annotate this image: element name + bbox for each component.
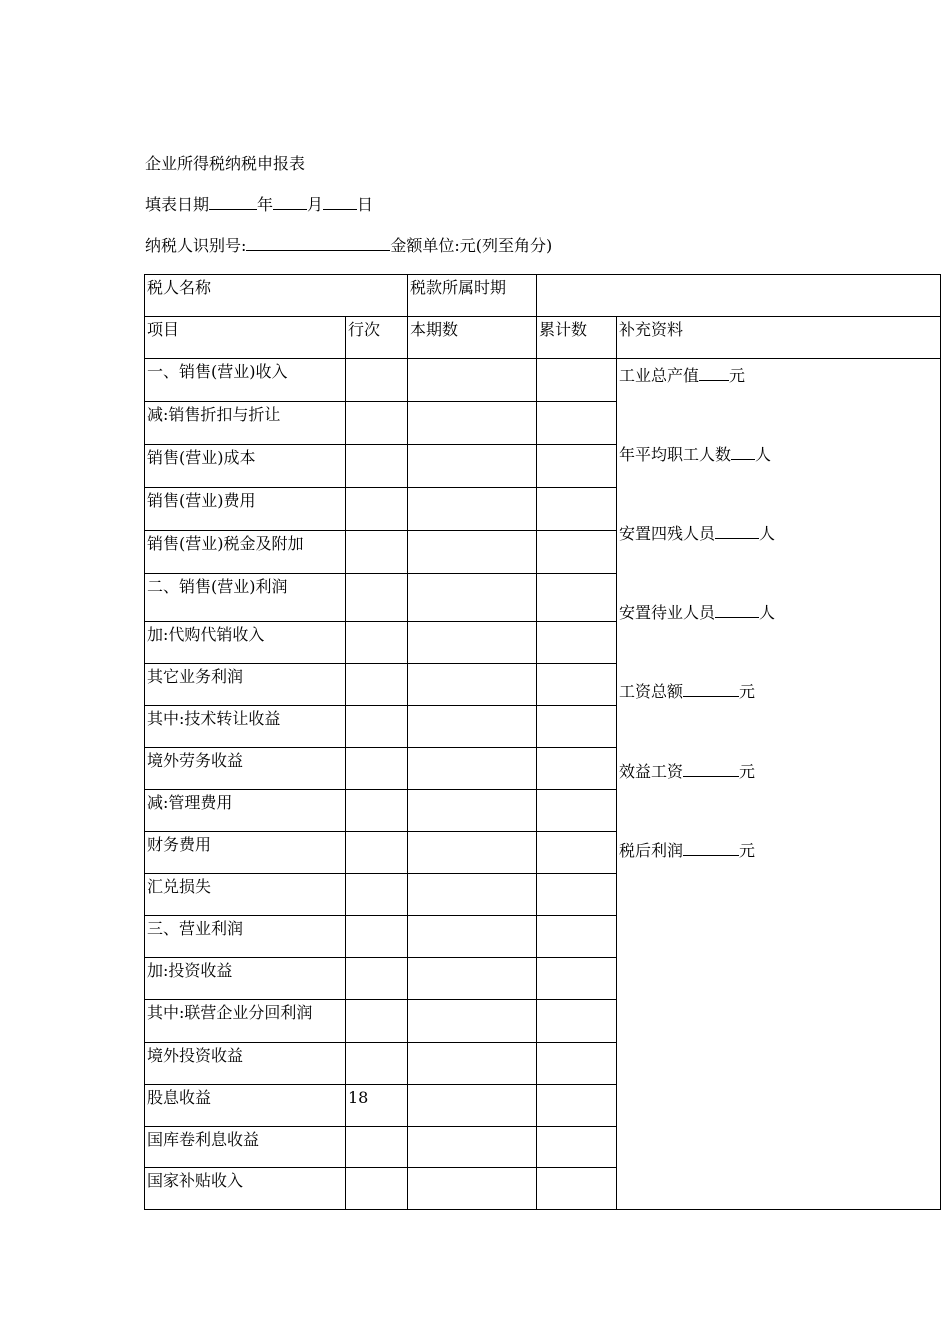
row-line-number bbox=[346, 574, 408, 622]
row-line-number bbox=[346, 664, 408, 706]
row-item-label: 股息收益 bbox=[145, 1085, 346, 1127]
row-line-number bbox=[346, 359, 408, 402]
date-label: 填表日期 bbox=[145, 195, 210, 214]
year-label: 年 bbox=[257, 195, 274, 214]
row-current-amount[interactable] bbox=[408, 359, 537, 402]
row-cumulative-amount[interactable] bbox=[537, 488, 617, 531]
row-current-amount[interactable] bbox=[408, 531, 537, 574]
row-current-amount[interactable] bbox=[408, 916, 537, 958]
row-current-amount[interactable] bbox=[408, 1043, 537, 1085]
row-item-label: 其中:技术转让收益 bbox=[145, 706, 346, 748]
row-line-number: 18 bbox=[346, 1085, 408, 1127]
row-line-number bbox=[346, 402, 408, 445]
supplement-unit: 人 bbox=[755, 445, 772, 464]
form-title: 企业所得税纳税申报表 bbox=[145, 154, 306, 173]
supplement-label: 效益工资 bbox=[619, 762, 684, 781]
row-line-number bbox=[346, 748, 408, 790]
amount-unit-label: 金额单位:元(列至角分) bbox=[390, 236, 553, 255]
row-cumulative-amount[interactable] bbox=[537, 832, 617, 874]
supplement-unit: 人 bbox=[759, 603, 776, 622]
supplement-label: 工资总额 bbox=[619, 682, 684, 701]
supplement-label: 安置待业人员 bbox=[619, 603, 716, 622]
row-line-number bbox=[346, 916, 408, 958]
row-item-label: 二、销售(营业)利润 bbox=[145, 574, 346, 622]
row-item-label: 境外劳务收益 bbox=[145, 748, 346, 790]
tax-return-table bbox=[144, 274, 941, 1210]
row-line-number bbox=[346, 1168, 408, 1210]
supplement-item bbox=[619, 364, 745, 386]
taxpayer-id-label: 纳税人识别号: bbox=[145, 236, 247, 255]
supplement-item bbox=[619, 443, 771, 465]
row-cumulative-amount[interactable] bbox=[537, 359, 617, 402]
row-item-label: 国库卷利息收益 bbox=[145, 1127, 346, 1168]
row-item-label: 一、销售(营业)收入 bbox=[145, 359, 346, 402]
supplement-unit: 元 bbox=[739, 841, 756, 860]
date-line bbox=[145, 193, 373, 215]
col-header-current: 本期数 bbox=[408, 317, 537, 359]
col-header-cumulative: 累计数 bbox=[537, 317, 617, 359]
row-cumulative-amount[interactable] bbox=[537, 1127, 617, 1168]
row-line-number bbox=[346, 445, 408, 488]
row-cumulative-amount[interactable] bbox=[537, 916, 617, 958]
col-header-line: 行次 bbox=[346, 317, 408, 359]
row-current-amount[interactable] bbox=[408, 874, 537, 916]
row-item-label: 财务费用 bbox=[145, 832, 346, 874]
supplement-blank[interactable] bbox=[683, 760, 739, 777]
row-current-amount[interactable] bbox=[408, 706, 537, 748]
row-item-label: 汇兑损失 bbox=[145, 874, 346, 916]
supplement-label: 年平均职工人数 bbox=[619, 445, 732, 464]
supplement-blank[interactable] bbox=[715, 522, 759, 539]
row-line-number bbox=[346, 1043, 408, 1085]
supplement-panel bbox=[617, 359, 941, 1210]
row-current-amount[interactable] bbox=[408, 402, 537, 445]
row-item-label: 加:投资收益 bbox=[145, 958, 346, 1000]
row-cumulative-amount[interactable] bbox=[537, 1085, 617, 1127]
supplement-unit: 人 bbox=[759, 524, 776, 543]
row-cumulative-amount[interactable] bbox=[537, 622, 617, 664]
row-item-label: 加:代购代销收入 bbox=[145, 622, 346, 664]
row-item-label: 销售(营业)税金及附加 bbox=[145, 531, 346, 574]
row-cumulative-amount[interactable] bbox=[537, 1043, 617, 1085]
row-line-number bbox=[346, 488, 408, 531]
month-blank[interactable] bbox=[273, 193, 307, 210]
row-current-amount[interactable] bbox=[408, 832, 537, 874]
supplement-item bbox=[619, 839, 755, 861]
supplement-item bbox=[619, 680, 755, 702]
row-item-label: 境外投资收益 bbox=[145, 1043, 346, 1085]
row-cumulative-amount[interactable] bbox=[537, 706, 617, 748]
row-current-amount[interactable] bbox=[408, 445, 537, 488]
taxpayer-name-label: 税人名称 bbox=[145, 275, 408, 317]
row-line-number bbox=[346, 958, 408, 1000]
row-line-number bbox=[346, 790, 408, 832]
supplement-item bbox=[619, 522, 775, 544]
row-current-amount[interactable] bbox=[408, 622, 537, 664]
row-line-number bbox=[346, 832, 408, 874]
supplement-label: 工业总产值 bbox=[619, 366, 700, 385]
row-current-amount[interactable] bbox=[408, 1168, 537, 1210]
day-blank[interactable] bbox=[323, 193, 357, 210]
row-cumulative-amount[interactable] bbox=[537, 531, 617, 574]
supplement-blank[interactable] bbox=[683, 680, 739, 697]
row-item-label: 销售(营业)费用 bbox=[145, 488, 346, 531]
row-current-amount[interactable] bbox=[408, 748, 537, 790]
taxpayer-id-line bbox=[145, 234, 552, 256]
supplement-label: 税后利润 bbox=[619, 841, 684, 860]
month-label: 月 bbox=[307, 195, 324, 214]
row-current-amount[interactable] bbox=[408, 574, 537, 622]
row-cumulative-amount[interactable] bbox=[537, 664, 617, 706]
row-cumulative-amount[interactable] bbox=[537, 402, 617, 445]
tax-period-label: 税款所属时期 bbox=[408, 275, 537, 317]
column-header-row bbox=[145, 317, 941, 359]
row-cumulative-amount[interactable] bbox=[537, 574, 617, 622]
tax-period-value[interactable] bbox=[537, 275, 941, 317]
row-current-amount[interactable] bbox=[408, 1127, 537, 1168]
supplement-item bbox=[619, 760, 755, 782]
supplement-label: 安置四残人员 bbox=[619, 524, 716, 543]
taxpayer-id-blank[interactable] bbox=[246, 234, 390, 251]
row-cumulative-amount[interactable] bbox=[537, 1000, 617, 1043]
supplement-unit: 元 bbox=[739, 682, 756, 701]
row-current-amount[interactable] bbox=[408, 1085, 537, 1127]
row-current-amount[interactable] bbox=[408, 1000, 537, 1043]
row-current-amount[interactable] bbox=[408, 790, 537, 832]
supplement-blank[interactable] bbox=[731, 443, 755, 460]
header-row-info bbox=[145, 275, 941, 317]
row-cumulative-amount[interactable] bbox=[537, 748, 617, 790]
row-line-number bbox=[346, 622, 408, 664]
row-current-amount[interactable] bbox=[408, 958, 537, 1000]
row-cumulative-amount[interactable] bbox=[537, 958, 617, 1000]
row-line-number bbox=[346, 1127, 408, 1168]
row-item-label: 其中:联营企业分回利润 bbox=[145, 1000, 346, 1043]
supplement-unit: 元 bbox=[739, 762, 756, 781]
row-cumulative-amount[interactable] bbox=[537, 445, 617, 488]
supplement-blank[interactable] bbox=[715, 601, 759, 618]
year-blank[interactable] bbox=[209, 193, 257, 210]
row-current-amount[interactable] bbox=[408, 664, 537, 706]
table-row bbox=[145, 359, 941, 402]
row-item-label: 减:销售折扣与折让 bbox=[145, 402, 346, 445]
row-current-amount[interactable] bbox=[408, 488, 537, 531]
row-item-label: 销售(营业)成本 bbox=[145, 445, 346, 488]
row-item-label: 减:管理费用 bbox=[145, 790, 346, 832]
supplement-item bbox=[619, 601, 775, 623]
day-label: 日 bbox=[357, 195, 374, 214]
row-cumulative-amount[interactable] bbox=[537, 790, 617, 832]
row-line-number bbox=[346, 706, 408, 748]
row-item-label: 国家补贴收入 bbox=[145, 1168, 346, 1210]
row-cumulative-amount[interactable] bbox=[537, 874, 617, 916]
supplement-unit: 元 bbox=[729, 366, 746, 385]
row-line-number bbox=[346, 531, 408, 574]
row-line-number bbox=[346, 1000, 408, 1043]
col-header-item: 项目 bbox=[145, 317, 346, 359]
row-item-label: 其它业务利润 bbox=[145, 664, 346, 706]
supplement-blank[interactable] bbox=[699, 364, 729, 381]
row-line-number bbox=[346, 874, 408, 916]
row-cumulative-amount[interactable] bbox=[537, 1168, 617, 1210]
row-item-label: 三、营业利润 bbox=[145, 916, 346, 958]
supplement-blank[interactable] bbox=[683, 839, 739, 856]
col-header-supplement: 补充资料 bbox=[617, 317, 941, 359]
